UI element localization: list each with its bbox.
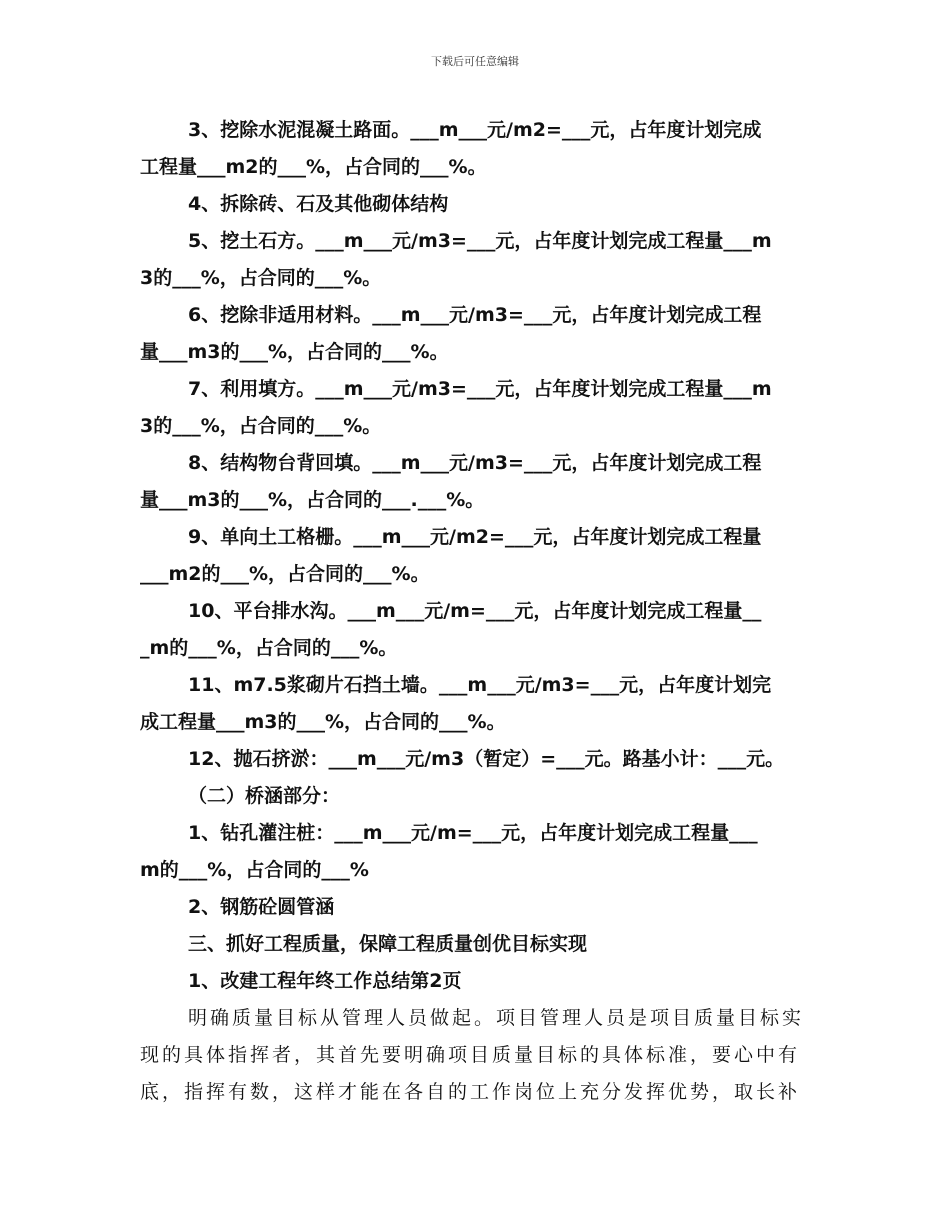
text-line: 明确质量目标从管理人员做起。项目管理人员是项目质量目标实 [188, 1007, 805, 1029]
text-line: 工程量___m2的___%，占合同的___%。 [140, 156, 487, 178]
text-line: 3的___%，占合同的___%。 [140, 415, 382, 437]
page-header: 下载后可任意编辑 [431, 55, 519, 68]
text-line: 11、m7.5浆砌片石挡土墙。___m___元/m3=___元，占年度计划完 [188, 674, 772, 696]
text-line: 量___m3的___%，占合同的___.___%。 [140, 489, 485, 511]
text-line: ___m2的___%，占合同的___%。 [140, 563, 430, 585]
text-line: 成工程量___m3的___%，占合同的___%。 [140, 711, 506, 733]
text-line: （二）桥涵部分： [188, 785, 341, 807]
text-line: 12、抛石挤淤：___m___元/m3（暂定）=___元。路基小计：___元。 [188, 748, 785, 770]
text-line: 3的___%，占合同的___%。 [140, 267, 382, 289]
text-line: 现的具体指挥者，其首先要明确项目质量目标的具体标准，要心中有 [140, 1044, 801, 1066]
text-line: 2、钢筋砼圆管涵 [188, 896, 335, 918]
text-line: 9、单向土工格栅。___m___元/m2=___元，占年度计划完成工程量 [188, 526, 762, 548]
text-line: 1、钻孔灌注桩：___m___元/m=___元，占年度计划完成工程量___ [188, 822, 758, 844]
text-line: 底，指挥有数，这样才能在各自的工作岗位上充分发挥优势，取长补 [140, 1081, 801, 1103]
text-line: _m的___%，占合同的___%。 [140, 637, 398, 659]
text-line: m的___%，占合同的___% [140, 859, 369, 881]
text-line: 6、挖除非适用材料。___m___元/m3=___元，占年度计划完成工程 [188, 304, 762, 326]
text-line: 三、抓好工程质量，保障工程质量创优目标实现 [188, 933, 588, 955]
document-body [140, 112, 820, 1111]
text-line: 5、挖土石方。___m___元/m3=___元，占年度计划完成工程量___m [188, 230, 772, 252]
text-line: 1、改建工程年终工作总结第2页 [188, 970, 462, 992]
text-line: 7、利用填方。___m___元/m3=___元，占年度计划完成工程量___m [188, 378, 772, 400]
text-line: 量___m3的___%，占合同的___%。 [140, 341, 449, 363]
text-line: 10、平台排水沟。___m___元/m=___元，占年度计划完成工程量__ [188, 600, 762, 622]
text-line: 3、挖除水泥混凝土路面。___m___元/m2=___元，占年度计划完成 [188, 119, 762, 141]
text-line: 8、结构物台背回填。___m___元/m3=___元，占年度计划完成工程 [188, 452, 762, 474]
text-line: 4、拆除砖、石及其他砌体结构 [188, 193, 449, 215]
